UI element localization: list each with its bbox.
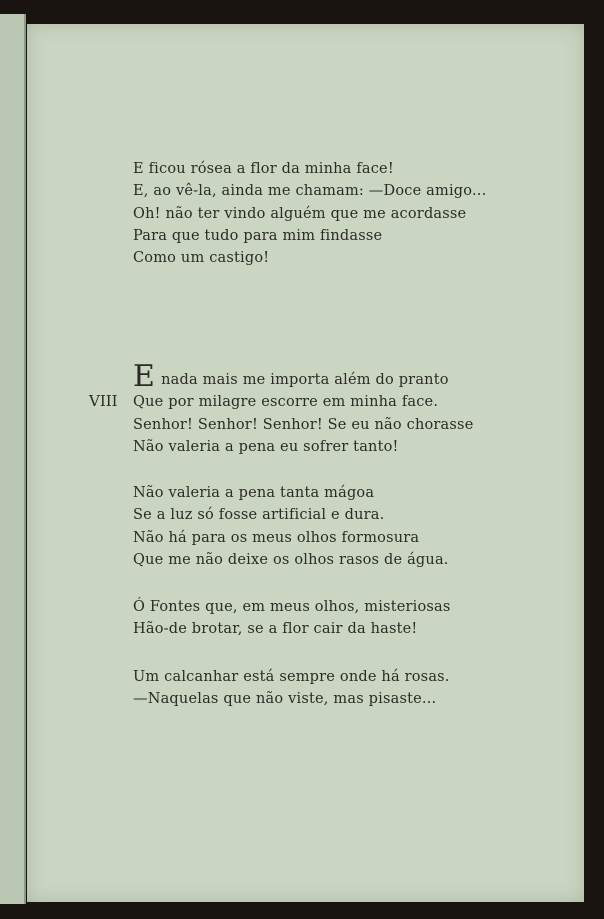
poem-line: Não valeria a pena eu sofrer tanto! xyxy=(133,438,399,455)
poem-line: Hão-de brotar, se a flor cair da haste! xyxy=(133,621,418,638)
poem-line: Senhor! Senhor! Senhor! Se eu não chorasse xyxy=(133,416,474,433)
poem-line-first xyxy=(133,359,473,394)
poem-line: Se a luz só fosse artificial e dura. xyxy=(133,507,385,524)
section-stanza-3 xyxy=(133,596,451,641)
poem-line: Não há para os meus olhos formosura xyxy=(133,529,420,546)
section-stanza-2 xyxy=(133,482,449,571)
book-page xyxy=(27,24,584,902)
section-stanza-1 xyxy=(133,359,474,458)
poem-line: Não valeria a pena tanta mágoa xyxy=(133,485,375,501)
poem-line: Que me não deixe os olhos rasos de água. xyxy=(133,551,449,568)
section-numeral: VIII xyxy=(89,392,118,410)
top-stanza xyxy=(133,158,486,269)
poem-line: Como um castigo! xyxy=(133,250,270,267)
poem-line: Para que tudo para mim findasse xyxy=(133,227,383,244)
poem-line: Oh! não ter vindo alguém que me acordasse xyxy=(133,205,467,222)
poem-line: Que por milagre escorre em minha face. xyxy=(133,394,439,411)
poem-line: Um calcanhar está sempre onde há rosas. xyxy=(133,669,450,685)
poem-line: Ó Fontes que, em meus olhos, misteriosas xyxy=(133,599,451,615)
poem-line: E ficou rósea a flor da minha face! xyxy=(133,161,394,177)
drop-cap: E xyxy=(133,359,156,394)
section-stanza-4 xyxy=(133,666,450,711)
facing-page-edge xyxy=(0,14,26,904)
first-line-text: nada mais me importa além do pranto xyxy=(161,372,449,388)
poem-line: —Naquelas que não viste, mas pisaste... xyxy=(133,691,437,708)
poem-line: E, ao vê-la, ainda me chamam: —Doce amigo... xyxy=(133,183,487,200)
